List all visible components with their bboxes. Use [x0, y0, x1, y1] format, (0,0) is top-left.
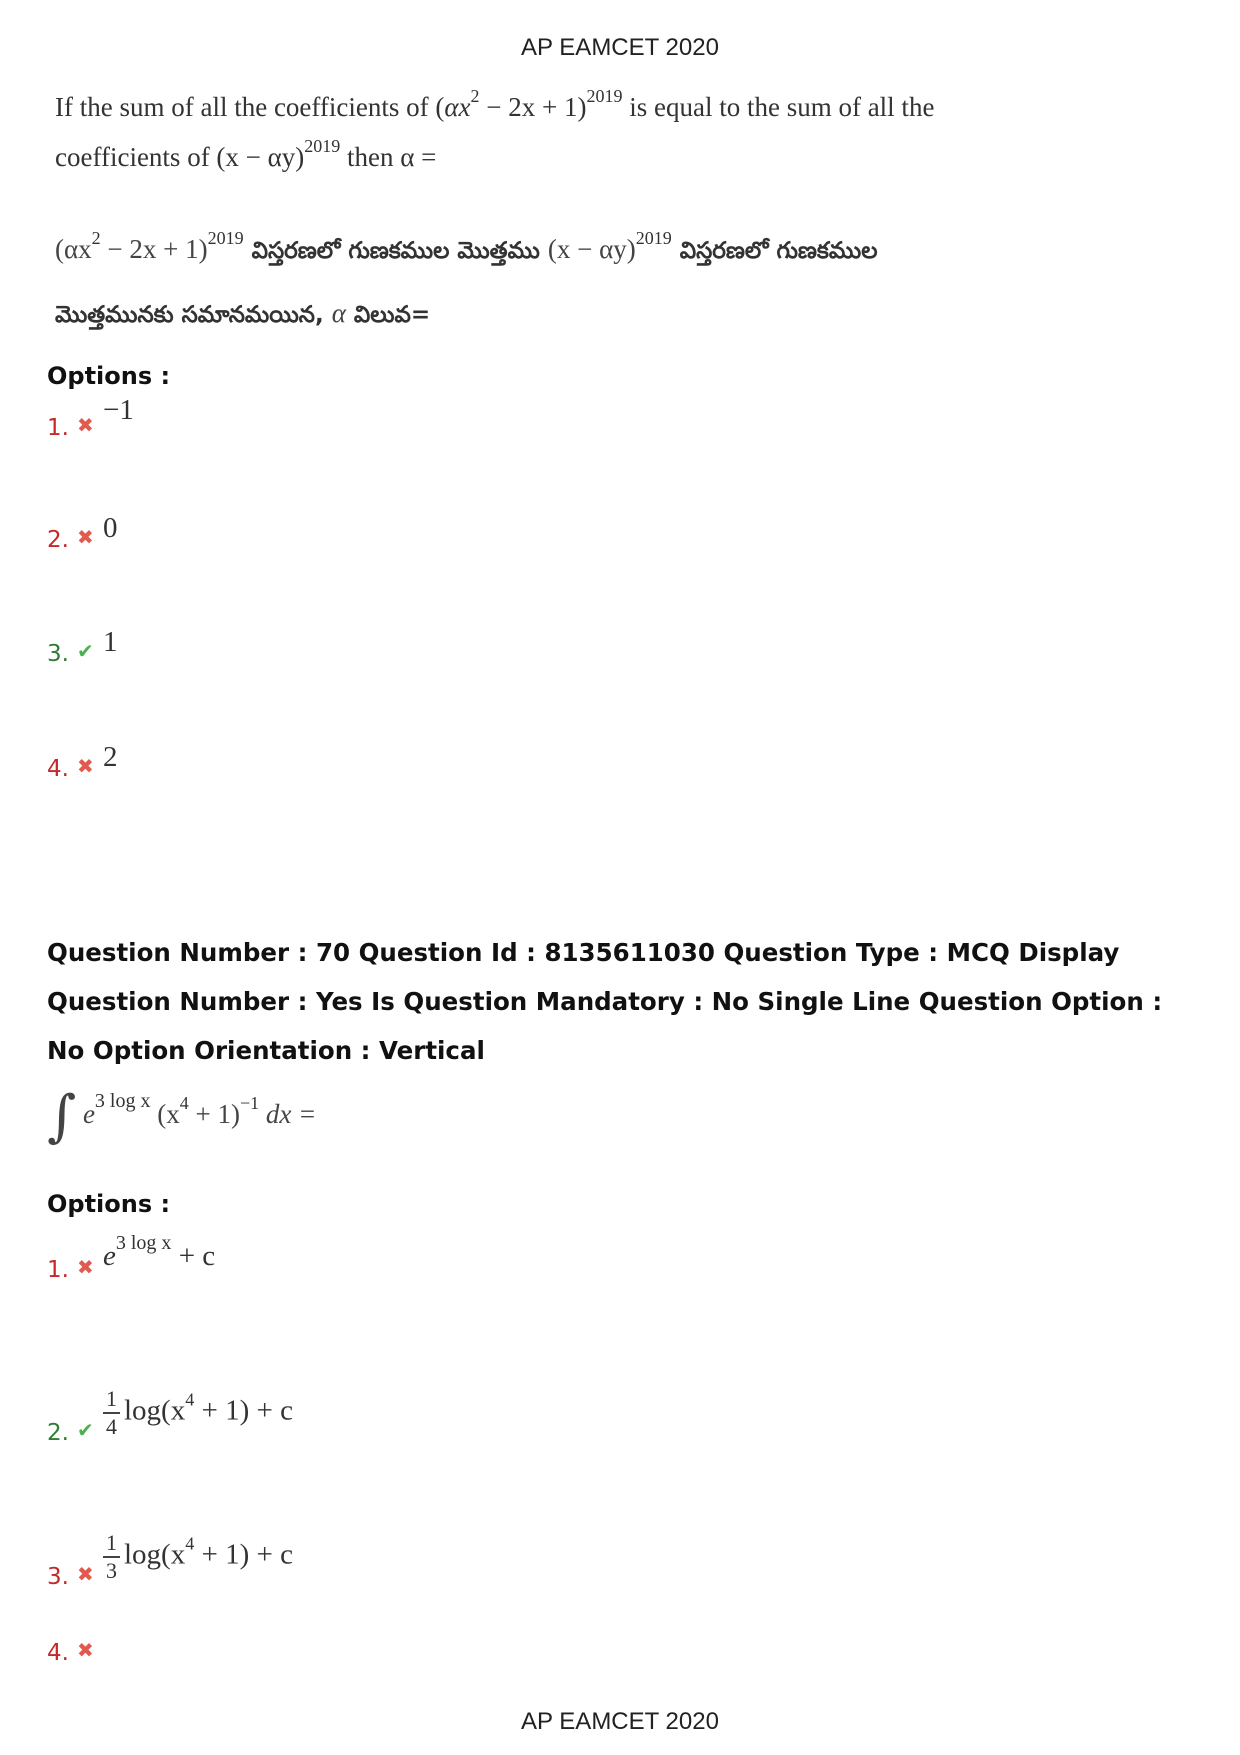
- option-value: 0: [103, 512, 118, 544]
- option-1[interactable]: [47, 1232, 216, 1283]
- option-4[interactable]: [47, 1640, 103, 1666]
- question-telugu-line-2: మొత్తమునకు సమానమయిన, α విలువ=: [55, 298, 431, 328]
- option-number: 1.: [47, 415, 69, 441]
- option-3[interactable]: [47, 626, 118, 667]
- option-2[interactable]: [47, 1386, 293, 1446]
- option-number: 1.: [47, 1257, 69, 1283]
- option-value: 1: [103, 626, 118, 658]
- option-1[interactable]: [47, 394, 134, 441]
- cross-icon: ✖: [77, 1255, 94, 1279]
- question-text-line-1: If the sum of all the coefficients of $(\alpha x^2 - 2x + 1)^{2019}$ is equal to the sum of all the: [55, 86, 935, 122]
- option-value: $\frac{1}{3}$ $\log(x^4 + 1) + c$: [103, 1530, 293, 1584]
- page-footer: AP EAMCET 2020: [521, 1708, 719, 1735]
- page-header: AP EAMCET 2020: [521, 34, 719, 61]
- option-value: $e^{3 log x} + c$: [103, 1232, 216, 1272]
- option-2[interactable]: [47, 512, 118, 553]
- question-meta: Question Number : 70 Question Id : 8135611030 Question Type : MCQ Display Question Number : Yes Is Question Mandatory : No Single Line Question Option : No Option Orientation : Vertical: [47, 938, 1163, 1065]
- cross-icon: ✖: [77, 525, 94, 549]
- option-4[interactable]: [47, 741, 118, 782]
- question-text-line-2: coefficients of $(x - \alpha y)^{2019}$ then α =: [55, 136, 437, 172]
- option-number: 4.: [47, 1640, 69, 1666]
- integral-sign: ∫: [47, 1084, 77, 1149]
- option-value: $\frac{1}{4}$ $\log(x^4 + 1) + c$: [103, 1386, 293, 1440]
- option-number: 2.: [47, 1420, 69, 1446]
- question-telugu-line-1: $(\alpha x^2 - 2x + 1)^{2019}$ విస్తరణలో గుణకముల మొత్తము $(x - \alpha y)^{2019}$ విస్తరణలో గుణకముల: [55, 228, 878, 264]
- options-label: Options :: [47, 1190, 171, 1218]
- option-value: 2: [103, 741, 118, 773]
- check-icon: ✔: [77, 1418, 94, 1442]
- cross-icon: ✖: [77, 1562, 94, 1586]
- option-number: 4.: [47, 756, 69, 782]
- option-number: 3.: [47, 1564, 69, 1590]
- cross-icon: ✖: [77, 754, 94, 778]
- options-label: Options :: [47, 362, 171, 390]
- option-3[interactable]: [47, 1530, 293, 1590]
- cross-icon: ✖: [77, 413, 94, 437]
- question-integral: ∫ $e^{3 log x}$ $(x^4 + 1)^{-1}$ dx =: [47, 1084, 317, 1149]
- option-number: 2.: [47, 527, 69, 553]
- check-icon: ✔: [77, 639, 94, 663]
- cross-icon: ✖: [77, 1638, 94, 1662]
- option-number: 3.: [47, 641, 69, 667]
- option-value: −1: [103, 394, 134, 426]
